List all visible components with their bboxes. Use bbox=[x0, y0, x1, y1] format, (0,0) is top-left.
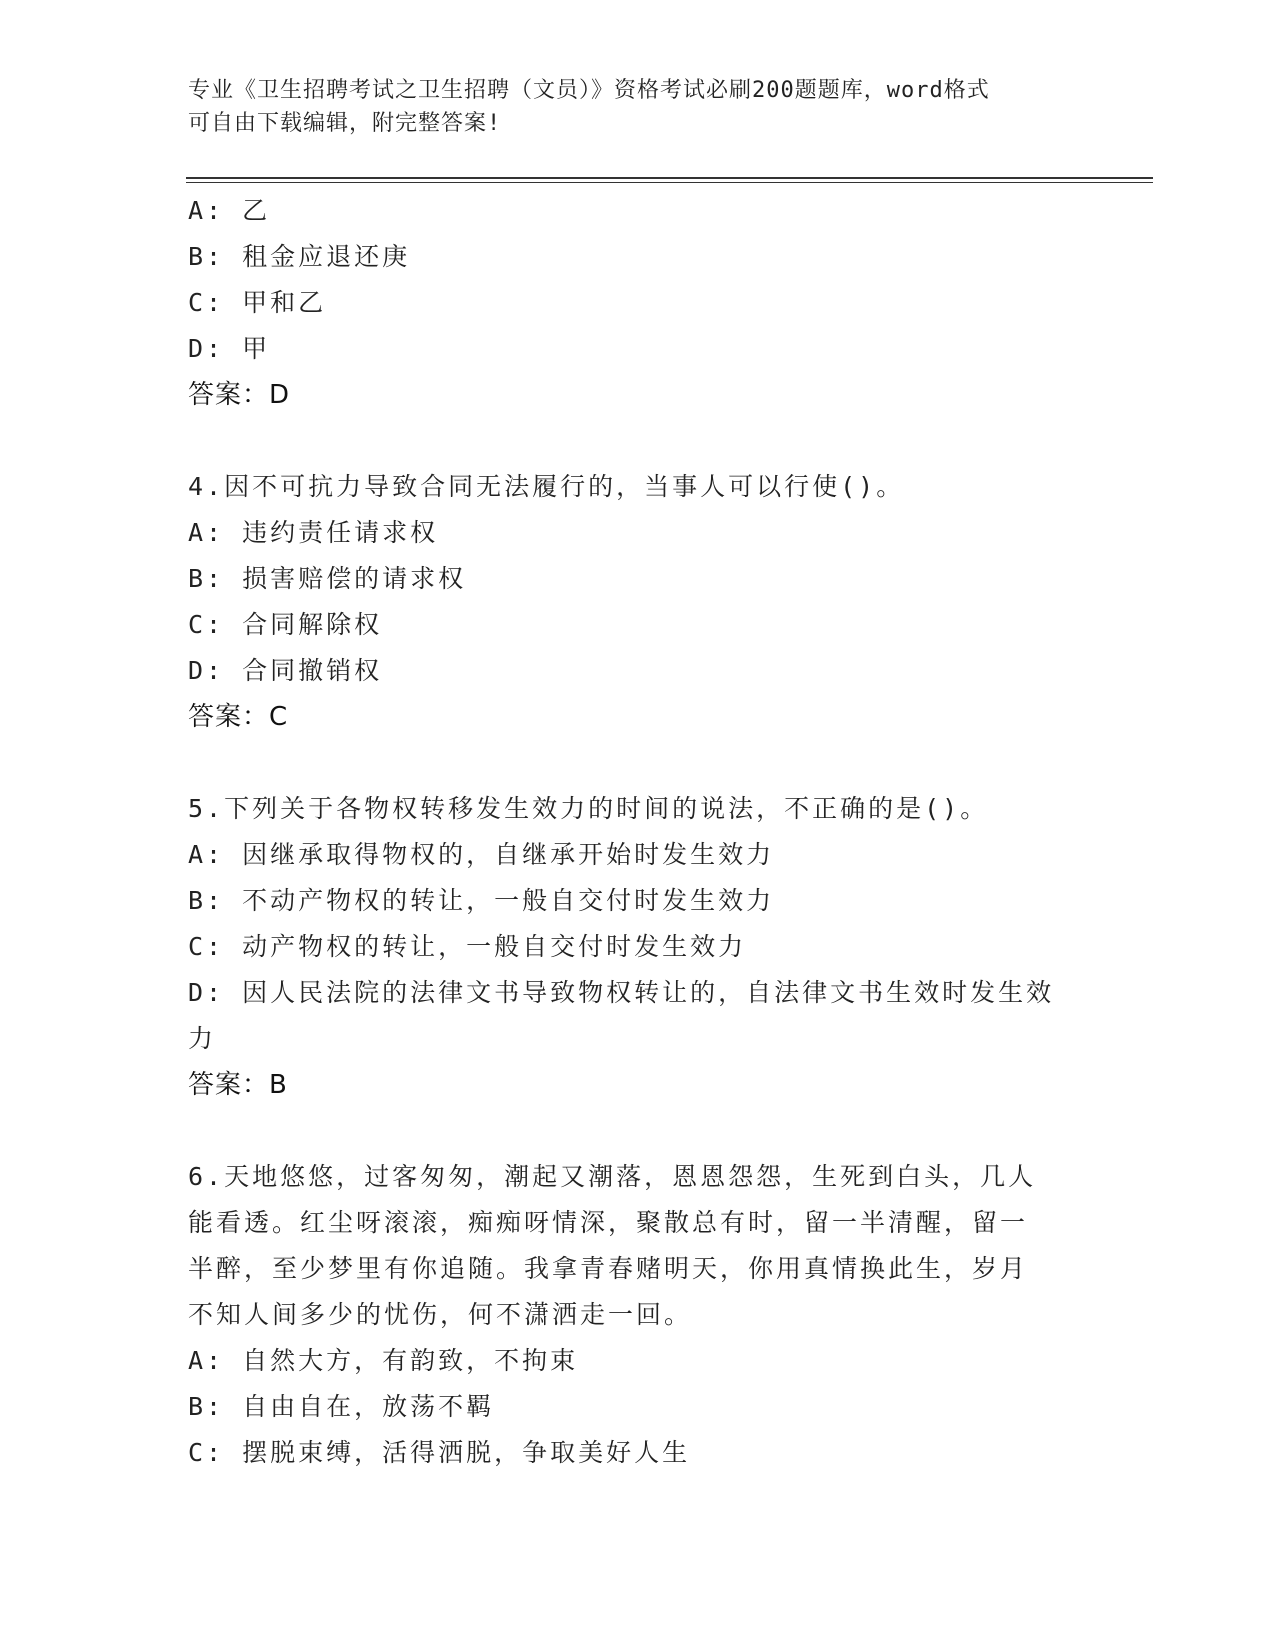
question-text-line-4: 不知人间多少的忧伤，何不潇洒走一回。 bbox=[188, 1300, 693, 1329]
question-4 bbox=[188, 464, 1088, 740]
answer-label: 答案：C bbox=[188, 702, 289, 732]
option-c: C: 合同解除权 bbox=[188, 610, 383, 639]
option-d: D: 因人民法院的法律文书导致物权转让的，自法律文书生效时发生效 bbox=[188, 978, 1055, 1007]
option-a: A: 违约责任请求权 bbox=[188, 518, 439, 547]
document-header bbox=[188, 74, 1068, 140]
option-d: D: 合同撤销权 bbox=[188, 656, 383, 685]
question-text-line-3: 半醉，至少梦里有你追随。我拿青春赌明天，你用真情换此生，岁月 bbox=[188, 1254, 1029, 1283]
option-b: B: 租金应退还庚 bbox=[188, 242, 411, 271]
option-b: B: 不动产物权的转让，一般自交付时发生效力 bbox=[188, 886, 775, 915]
answer-label: 答案：D bbox=[188, 380, 291, 410]
question-text: 5.下列关于各物权转移发生效力的时间的说法，不正确的是()。 bbox=[188, 794, 989, 823]
option-a: A: 自然大方，有韵致，不拘束 bbox=[188, 1346, 579, 1375]
option-d-continuation: 力 bbox=[188, 1024, 217, 1053]
option-c: C: 动产物权的转让，一般自交付时发生效力 bbox=[188, 932, 747, 961]
question-text-line-2: 能看透。红尘呀滚滚，痴痴呀情深，聚散总有时，留一半清醒，留一 bbox=[188, 1208, 1029, 1237]
answer-label: 答案：B bbox=[188, 1070, 288, 1100]
question-content bbox=[188, 188, 1088, 1476]
header-divider-thin bbox=[186, 182, 1153, 183]
question-3 bbox=[188, 188, 1088, 418]
option-a: A: 乙 bbox=[188, 196, 271, 225]
question-5 bbox=[188, 786, 1088, 1108]
option-c: C: 甲和乙 bbox=[188, 288, 327, 317]
spacer bbox=[188, 1108, 1088, 1154]
option-b: B: 损害赔偿的请求权 bbox=[188, 564, 467, 593]
spacer bbox=[188, 418, 1088, 464]
option-b: B: 自由自在，放荡不羁 bbox=[188, 1392, 495, 1421]
header-title-line-1: 专业《卫生招聘考试之卫生招聘（文员）》资格考试必刷200题题库，word格式 bbox=[188, 78, 990, 103]
option-a: A: 因继承取得物权的，自继承开始时发生效力 bbox=[188, 840, 775, 869]
question-text: 4.因不可抗力导致合同无法履行的，当事人可以行使()。 bbox=[188, 472, 905, 501]
header-divider-thick bbox=[186, 177, 1153, 179]
option-d: D: 甲 bbox=[188, 334, 271, 363]
question-text-line-1: 6.天地悠悠，过客匆匆，潮起又潮落，恩恩怨怨，生死到白头，几人 bbox=[188, 1162, 1037, 1191]
option-c: C: 摆脱束缚，活得洒脱，争取美好人生 bbox=[188, 1438, 691, 1467]
spacer bbox=[188, 740, 1088, 786]
header-title-line-2: 可自由下载编辑，附完整答案! bbox=[188, 111, 502, 136]
question-6 bbox=[188, 1154, 1088, 1476]
